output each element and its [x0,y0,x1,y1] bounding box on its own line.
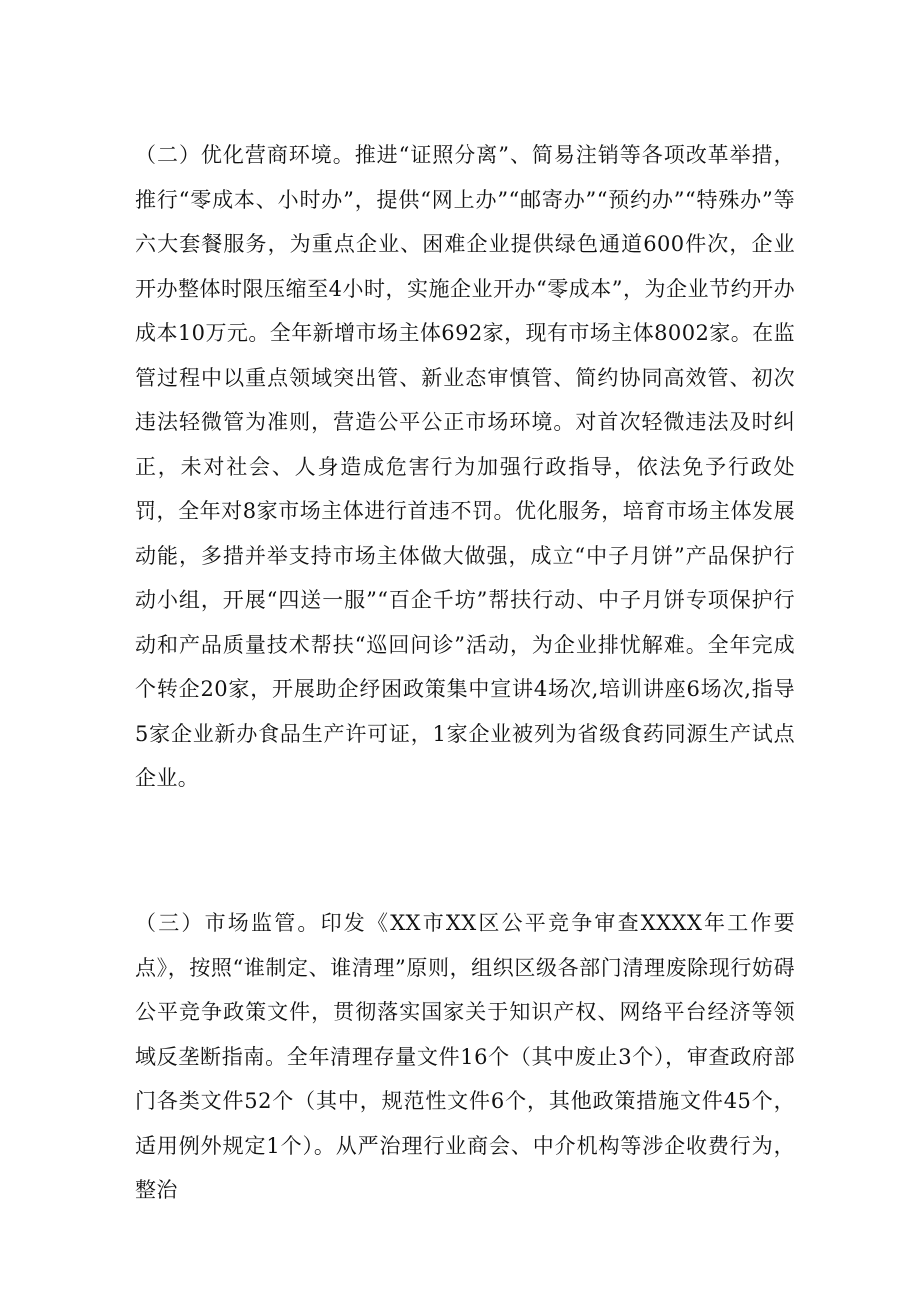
paragraph-business-environment: （二）优化营商环境。推进“证照分离”、简易注销等各项改革举措，推行“零成本、小时办”，提供“网上办”“邮寄办”“预约办”“特殊办”等六大套餐服务，为重点企业、困难企业提供绿色通道600件次，企业开办整体时限压缩至4小时，实施企业开办“零成本”，为企业节约开办成本10万元。全年新增市场主体692家，现有市场主体8002家。在监管过程中以重点领域突出管、新业态审慎管、简约协同高效管、初次违法轻微管为准则，营造公平公正市场环境。对首次轻微违法及时纠正，未对社会、人身造成危害行为加强行政指导，依法免予行政处罚，全年对8家市场主体进行首违不罚。优化服务，培育市场主体发展动能，多措并举支持市场主体做大做强，成立“中子月饼”产品保护行动小组，开展“四送一服”“百企千坊”帮扶行动、中子月饼专项保护行动和产品质量技术帮扶“巡回问诊”活动，为企业排忧解难。全年完成个转企20家，开展助企纾困政策集中宣讲4场次,培训讲座6场次,指导5家企业新办食品生产许可证，1家企业被列为省级食药同源生产试点企业。 [135,143,795,790]
paragraph-market-supervision: （三）市场监管。印发《XX市XX区公平竞争审查XXXX年工作要点》，按照“谁制定、谁清理”原则，组织区级各部门清理废除现行妨碍公平竞争政策文件，贯彻落实国家关于知识产权、网络平台经济等领域反垄断指南。全年清理存量文件16个（其中废止3个），审查政府部门各类文件52个（其中，规范性文件6个，其他政策措施文件45个，适用例外规定1个）。从严治理行业商会、中介机构等涉企收费行为，整治 [135,911,795,1202]
